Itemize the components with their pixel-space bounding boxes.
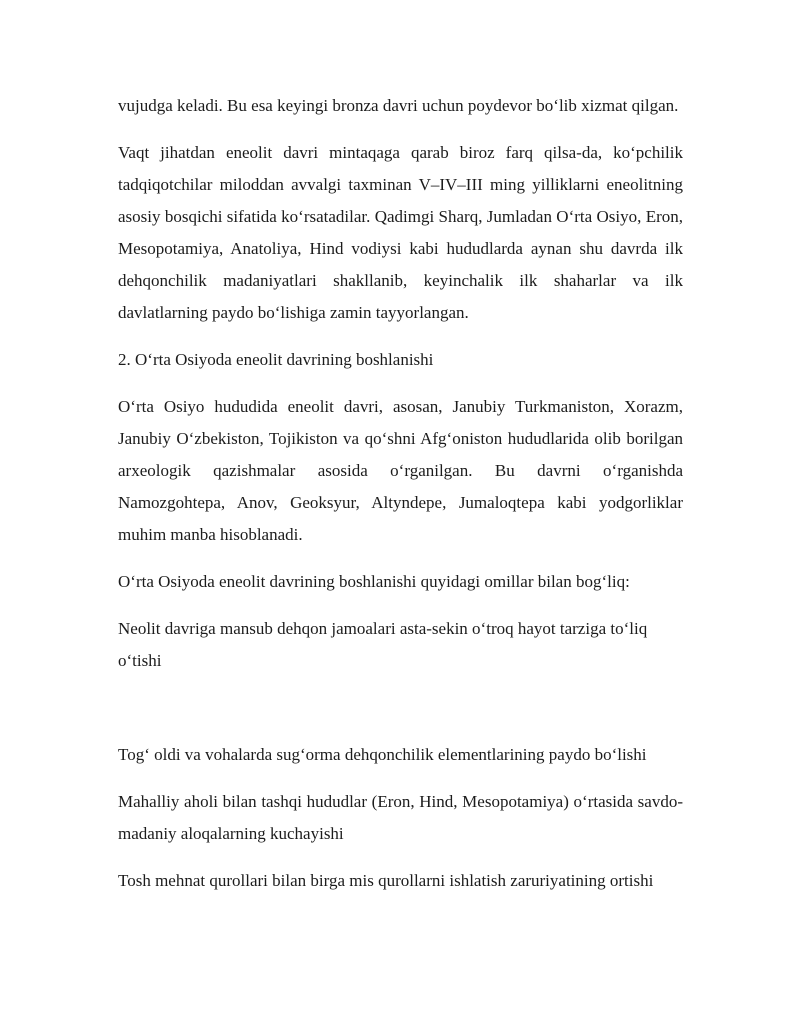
paragraph-factors-intro: O‘rta Osiyoda eneolit davrining boshlanishi quyidagi omillar bilan bog‘liq: xyxy=(118,572,630,591)
factor-item-sedentary-life: Neolit davriga mansub dehqon jamoalari asta-sekin o‘troq hayot tarziga to‘liq o‘tishi xyxy=(118,619,648,670)
paragraph-bronze-foundation: vujudga keladi. Bu esa keyingi bronza davri uchun poydevor bo‘lib xizmat qilgan. xyxy=(118,96,679,115)
section-heading: 2. O‘rta Osiyoda eneolit davrining boshlanishi xyxy=(118,350,434,369)
blank-gap xyxy=(118,692,683,739)
factor-item-irrigation: Tog‘ oldi va vohalarda sug‘orma dehqonchilik elementlarining paydo bo‘lishi xyxy=(118,745,647,764)
factor-item-copper-tools: Tosh mehnat qurollari bilan birga mis qurollarni ishlatish zaruriyatining ortishi xyxy=(118,871,654,890)
factor-item-trade-relations: Mahalliy aholi bilan tashqi hududlar (Eron, Hind, Mesopotamiya) o‘rtasida savdo-madaniy aloqalarning kuchayishi xyxy=(118,792,683,843)
document-page xyxy=(118,90,683,912)
paragraph-eneolithic-chronology: Vaqt jihatdan eneolit davri mintaqaga qarab biroz farq qilsa-da, ko‘pchilik tadqiqotchilar miloddan avvalgi taxminan V–IV–III ming yilliklarni eneolitning asosiy bosqichi sifatida ko‘rsatadilar. Qadimgi Sharq, Jumladan O‘rta Osiyo, Eron, Mesopotamiya, Anatoliya, Hind vodiysi kabi hududlarda aynan shu davrda ilk dehqonchilik madaniyatlari shakllanib, keyinchalik ilk shaharlar va ilk davlatlarning paydo bo‘lishiga zamin tayyorlangan. xyxy=(118,143,683,322)
paragraph-central-asia-research: O‘rta Osiyo hududida eneolit davri, asosan, Janubiy Turkmaniston, Xorazm, Janubiy O‘zbekiston, Tojikiston va qo‘shni Afg‘oniston hududlarida olib borilgan arxeologik qazishmalar asosida o‘rganilgan. Bu davrni o‘rganishda Namozgohtepa, Anov, Geoksyur, Altyndepe, Jumaloqtepa kabi yodgorliklar muhim manba hisoblanadi. xyxy=(118,397,683,544)
